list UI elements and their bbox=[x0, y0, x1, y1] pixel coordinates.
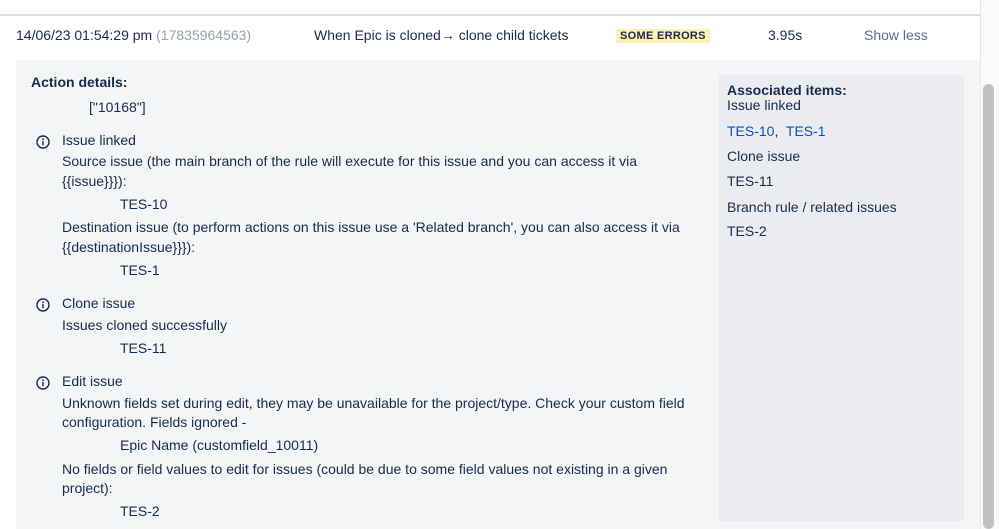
section-line: Issues cloned successfully bbox=[62, 317, 227, 333]
section-title: Issue linked bbox=[62, 132, 136, 148]
issue-link[interactable]: TES-2 bbox=[727, 223, 767, 239]
issue-link[interactable]: TES-1 bbox=[785, 123, 826, 139]
associated-items-panel bbox=[719, 75, 964, 521]
field-name: Epic Name (customfield_10011) bbox=[120, 437, 319, 453]
action-details-value: ["10168"] bbox=[89, 99, 146, 115]
scrollbar-thumb[interactable] bbox=[983, 84, 994, 529]
info-icon bbox=[36, 298, 50, 312]
group-label: Issue linked bbox=[727, 97, 801, 113]
section-line: configuration. Fields ignored - bbox=[62, 414, 247, 430]
section-title: Edit issue bbox=[62, 373, 123, 389]
section-line: {{destinationIssue}}}): bbox=[62, 239, 196, 255]
section-title: Clone issue bbox=[62, 295, 136, 311]
linked-issues: TES-10, TES-1 bbox=[727, 123, 826, 139]
section-line: project): bbox=[62, 480, 113, 496]
issue-key: TES-2 bbox=[120, 503, 160, 519]
section-line: Unknown fields set during edit, they may be unavailable for the project/type. Check your custom field bbox=[62, 395, 685, 411]
issue-key: TES-1 bbox=[120, 262, 160, 278]
group-label: Clone issue bbox=[727, 148, 801, 164]
group-label: Branch rule / related issues bbox=[727, 199, 897, 215]
associated-items-heading: Associated items: bbox=[727, 82, 847, 98]
timestamp: 14/06/23 01:54:29 pm (17835964563) bbox=[16, 27, 252, 43]
section-line: Source issue (the main branch of the rule will execute for this issue and you can access it via bbox=[62, 153, 638, 169]
rule-name: When Epic is cloned→ clone child tickets bbox=[314, 27, 569, 43]
section-line: {{issue}}}): bbox=[62, 173, 127, 189]
status-badge: SOME ERRORS bbox=[616, 29, 710, 43]
section-line: Destination issue (to perform actions on this issue use a 'Related branch', you can also access it via bbox=[62, 219, 680, 235]
show-less-button[interactable]: Show less bbox=[864, 27, 928, 43]
execution-id: (17835964563) bbox=[156, 27, 252, 43]
action-details-heading: Action details: bbox=[31, 74, 128, 90]
info-icon bbox=[36, 135, 50, 149]
issue-key: TES-11 bbox=[120, 340, 167, 356]
issue-link[interactable]: TES-10 bbox=[727, 123, 775, 139]
issue-key: TES-10 bbox=[120, 196, 168, 212]
info-icon bbox=[36, 376, 50, 390]
duration: 3.95s bbox=[768, 27, 803, 43]
audit-log-row[interactable] bbox=[0, 16, 980, 58]
section-line: No fields or field values to edit for issues (could be due to some field values not existing in a given bbox=[62, 461, 668, 477]
issue-link[interactable]: TES-11 bbox=[727, 173, 774, 189]
